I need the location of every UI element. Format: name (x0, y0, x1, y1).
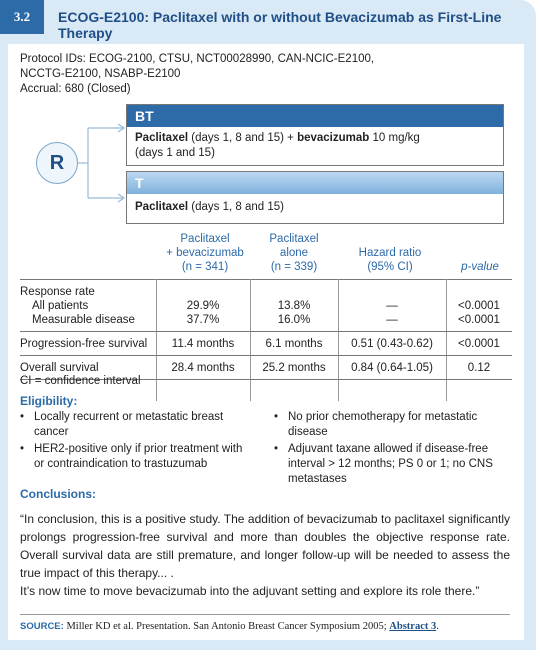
eligibility-text: No prior chemotherapy for metastatic (288, 411, 478, 423)
arm-bt-drug1: Paclitaxel (135, 132, 189, 144)
os-alone: 25.2 months (262, 362, 326, 374)
eligibility-item: • No prior chemotherapy for metastatic disease (274, 411, 478, 438)
figure-number: 3.2 (0, 0, 44, 34)
row-label-pfs: Progression-free survival (20, 338, 148, 350)
source-text: Miller KD et al. Presentation. San Antonio Breast Cancer Symposium 2005; (63, 621, 390, 632)
eligibility-heading: Eligibility: (20, 394, 78, 408)
source-end: . (436, 621, 439, 632)
col-header-alone (254, 232, 334, 274)
arm-bt-drug2: bevacizumab (297, 132, 370, 144)
measurable-hazard: — (386, 314, 398, 326)
row-label-os: Overall survival (20, 362, 99, 374)
pfs-alone: 6.1 months (265, 338, 323, 350)
conclusions-quote: It’s now time to move bevacizumab into the adjuvant setting and explore its role there.” (20, 584, 480, 598)
figure-title: ECOG-E2100: Paclitaxel with or without Bevacizumab as First-Line Therapy (58, 9, 502, 41)
eligibility-text: Locally recurrent or metastatic breast (34, 411, 224, 423)
col-header-pvalue: p-value (461, 261, 499, 273)
pfs-hazard: 0.51 (0.43-0.62) (351, 338, 433, 350)
protocol-ids-line2: NCCTG-E2100, NSABP-E2100 (20, 68, 181, 80)
measurable-alone: 16.0% (277, 314, 311, 326)
eligibility-item: • Adjuvant taxane allowed if disease-free interval > 12 months; PS 0 or 1; no CNS metastases (274, 443, 493, 485)
arm-bt-regimen (127, 127, 503, 165)
arm-bt-box (126, 104, 504, 166)
col-header-hazard-2: (95% CI) (367, 261, 413, 273)
col-header-combo (160, 232, 250, 274)
eligibility-text: or contraindication to trastuzumab (34, 458, 208, 470)
col-header-alone-1: Paclitaxel (269, 233, 319, 245)
eligibility-text: HER2-positive only if prior treatment with (34, 443, 243, 455)
arm-t-regimen (127, 194, 503, 223)
row-label-measurable: Measurable disease (32, 314, 135, 326)
os-combo: 28.4 months (171, 362, 235, 374)
arm-t-box (126, 171, 504, 224)
col-header-alone-3: (n = 339) (270, 261, 318, 273)
table-rule (20, 355, 512, 356)
all-patients-alone: 13.8% (277, 300, 311, 312)
arm-bt-label: BT (127, 105, 503, 127)
eligibility-text: disease (288, 426, 328, 438)
eligibility-item: • HER2-positive only if prior treatment with or contraindication to trastuzumab (20, 443, 243, 470)
table-rule-top (20, 279, 512, 280)
arm-bt-text3: (days 1 and 15) (135, 147, 215, 159)
col-header-combo-1: Paclitaxel (180, 233, 230, 245)
arm-t-label: T (127, 172, 503, 194)
col-header-combo-2: + bevacizumab (166, 247, 244, 259)
protocol-info (20, 52, 440, 97)
eligibility-text: Adjuvant taxane allowed if disease-free (288, 443, 489, 455)
col-header-hazard-1: Hazard ratio (358, 247, 422, 259)
col-header-hazard (340, 246, 440, 274)
abstract-link[interactable]: Abstract 3 (389, 621, 437, 632)
arm-t-drug1: Paclitaxel (135, 201, 189, 213)
eligibility-text: metastases (288, 473, 347, 485)
all-patients-hazard: — (386, 300, 398, 312)
os-hazard: 0.84 (0.64-1.05) (351, 362, 433, 374)
table-rule (20, 331, 512, 332)
content-panel (8, 44, 524, 640)
randomization-circle: R (36, 142, 78, 184)
pfs-pvalue: <0.0001 (458, 338, 500, 350)
arm-bt-text1: (days 1, 8 and 15) + (188, 132, 298, 144)
row-label-response-rate: Response rate (20, 286, 95, 298)
row-label-all-patients: All patients (32, 300, 89, 312)
col-header-combo-3: (n = 341) (181, 261, 229, 273)
col-header-alone-2: alone (279, 247, 309, 259)
arm-t-text1: (days 1, 8 and 15) (188, 201, 284, 213)
randomization-arrows (78, 114, 128, 214)
os-pvalue: 0.12 (467, 362, 491, 374)
conclusions-heading: Conclusions: (20, 487, 97, 501)
arm-bt-text2: 10 mg/kg (369, 132, 420, 144)
accrual: Accrual: 680 (Closed) (20, 83, 131, 95)
eligibility-item: • Locally recurrent or metastatic breast cancer (20, 411, 224, 438)
source-citation (20, 614, 510, 632)
measurable-pvalue: <0.0001 (458, 314, 500, 326)
measurable-combo: 37.7% (186, 314, 220, 326)
eligibility-text: interval > 12 months; PS 0 or 1; no CNS (288, 458, 493, 470)
eligibility-text: cancer (34, 426, 69, 438)
source-label: SOURCE: (20, 621, 64, 632)
conclusions-quote: “In conclusion, this is a positive study. The addition of bevacizumab to paclitaxel significantly prolongs progression-free survival and more than doubles the objective response rate. Overall survival data are still premature, and longer follow-up will be needed to assess the true impact of this therapy... . (20, 512, 510, 580)
protocol-ids-line1: Protocol IDs: ECOG-2100, CTSU, NCT00028990, CAN-NCIC-E2100, (20, 53, 375, 65)
pfs-combo: 11.4 months (171, 338, 235, 350)
all-patients-pvalue: <0.0001 (458, 300, 500, 312)
ci-footnote: CI = confidence interval (20, 375, 141, 387)
all-patients-combo: 29.9% (186, 300, 220, 312)
